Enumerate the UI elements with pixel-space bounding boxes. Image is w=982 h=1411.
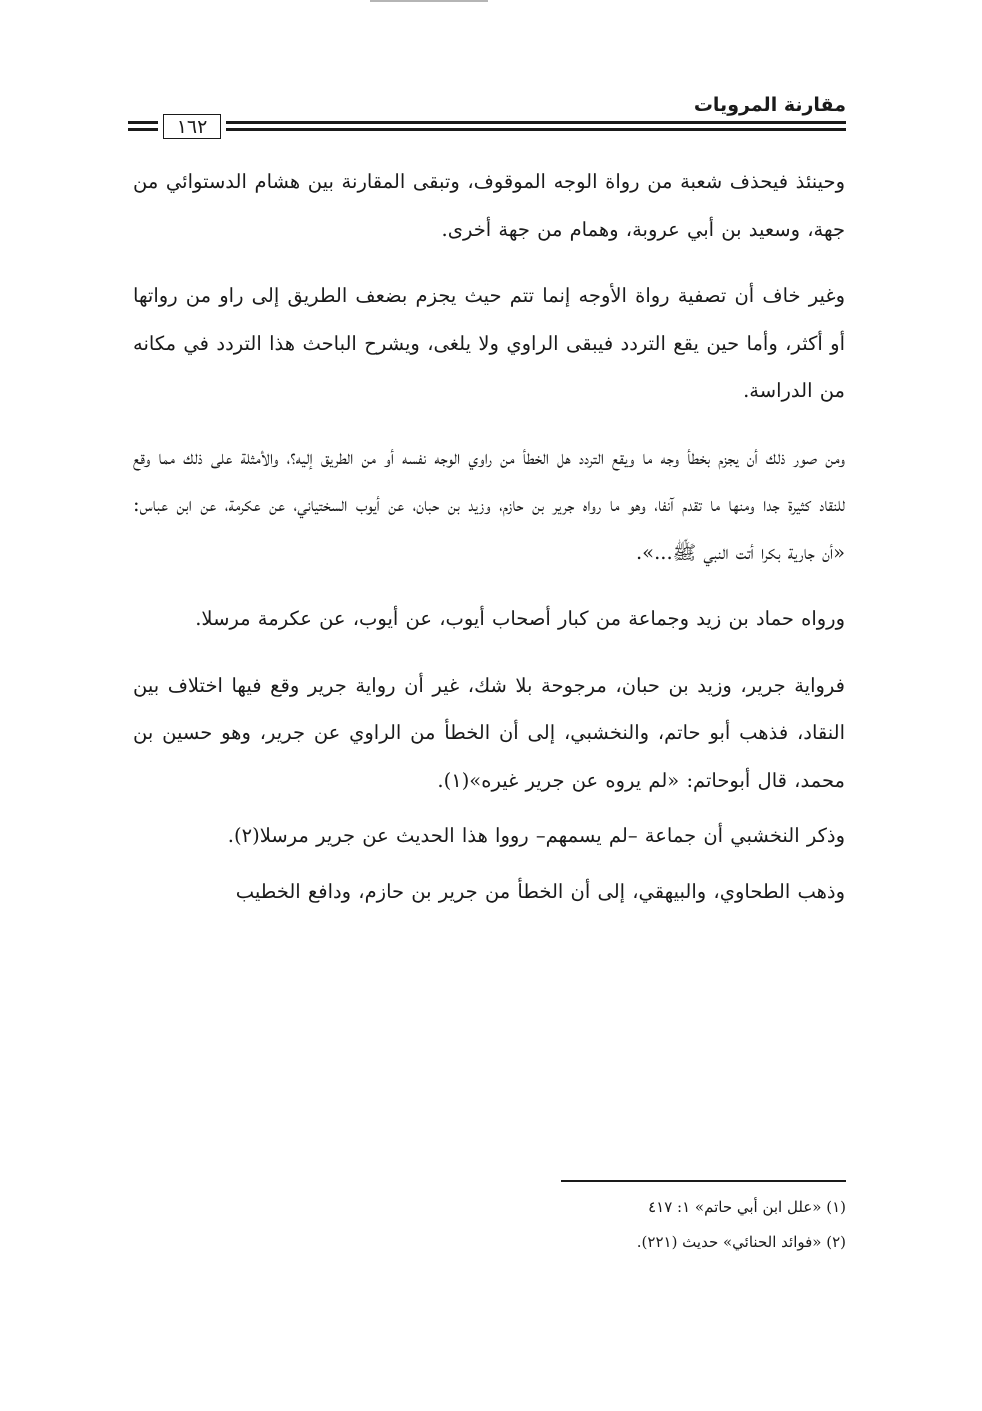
paragraph: وغير خاف أن تصفية رواة الأوجه إنما تتم حيث يجزم بضعف الطريق إلى راو من رواتها أو أكثر، وأما حين يقع التردد فيبقى الراوي ولا يلغى، ويشرح الباحث هذا التردد في مكانه من الدراسة. (133, 284, 845, 402)
paragraph: وذكر النخشبي أن جماعة –لم يسمهم– رووا هذا الحديث عن جرير مرسلا(٢). (227, 824, 845, 847)
footnote: (١) «علل ابن أبي حاتم» ١: ٤١٧ (648, 1198, 846, 1216)
footnote-separator (561, 1180, 846, 1182)
paragraph: ومن صور ذلك أن يجزم بخطأ وجه ما ويقع التردد هل الخطأ من راوي الوجه نفسه أو من الطريق إليه؟، والأمثلة على ذلك مما وقع للنقاد كثيرة جدا ومنها ما تقدم آنفا، وهو ما رواه جرير بن حازم، وزيد بن حبان، عن أيوب السختياني، عن عكرمة، عن ابن عباس: «أن جارية بكرا أتت النبي ﷺ...». (133, 445, 845, 564)
footnote: (٢) «فوائد الحنائي» حديث (٢٢١). (636, 1233, 846, 1251)
paragraph: فرواية جرير، وزيد بن حبان، مرجوحة بلا شك، غير أن رواية جرير وقع فيها اختلاف بين النقاد، فذهب أبو حاتم، والنخشبي، إلى أن الخطأ من الراوي عن جرير، وهو حسين بن محمد، قال أبوحاتم: «لم يروه عن جرير غيره»(١). (133, 673, 845, 792)
header-rule-left-top (128, 121, 158, 124)
body-text (133, 158, 845, 934)
page-header (128, 88, 846, 148)
page-number: ١٦٢ (163, 114, 221, 139)
book-title: مقارنة المرويات (693, 94, 846, 116)
footnotes (480, 1196, 846, 1266)
paragraph: ورواه حماد بن زيد وجماعة من كبار أصحاب أيوب، عن أيوب، عن عكرمة مرسلا. (195, 607, 845, 630)
header-rule-left-bottom (128, 128, 158, 131)
paragraph: وذهب الطحاوي، والبيهقي، إلى أن الخطأ من جرير بن حازم، ودافع الخطيب (235, 879, 845, 903)
paragraph: وحينئذ فيحذف شعبة من رواة الوجه الموقوف، وتبقى المقارنة بين هشام الدستوائي من جهة، وسعيد بن أبي عروبة، وهمام من جهة أخرى. (133, 170, 845, 241)
header-rule-right-top (226, 121, 846, 124)
header-rule-right-bottom (226, 128, 846, 131)
scan-edge-mark (370, 0, 488, 2)
